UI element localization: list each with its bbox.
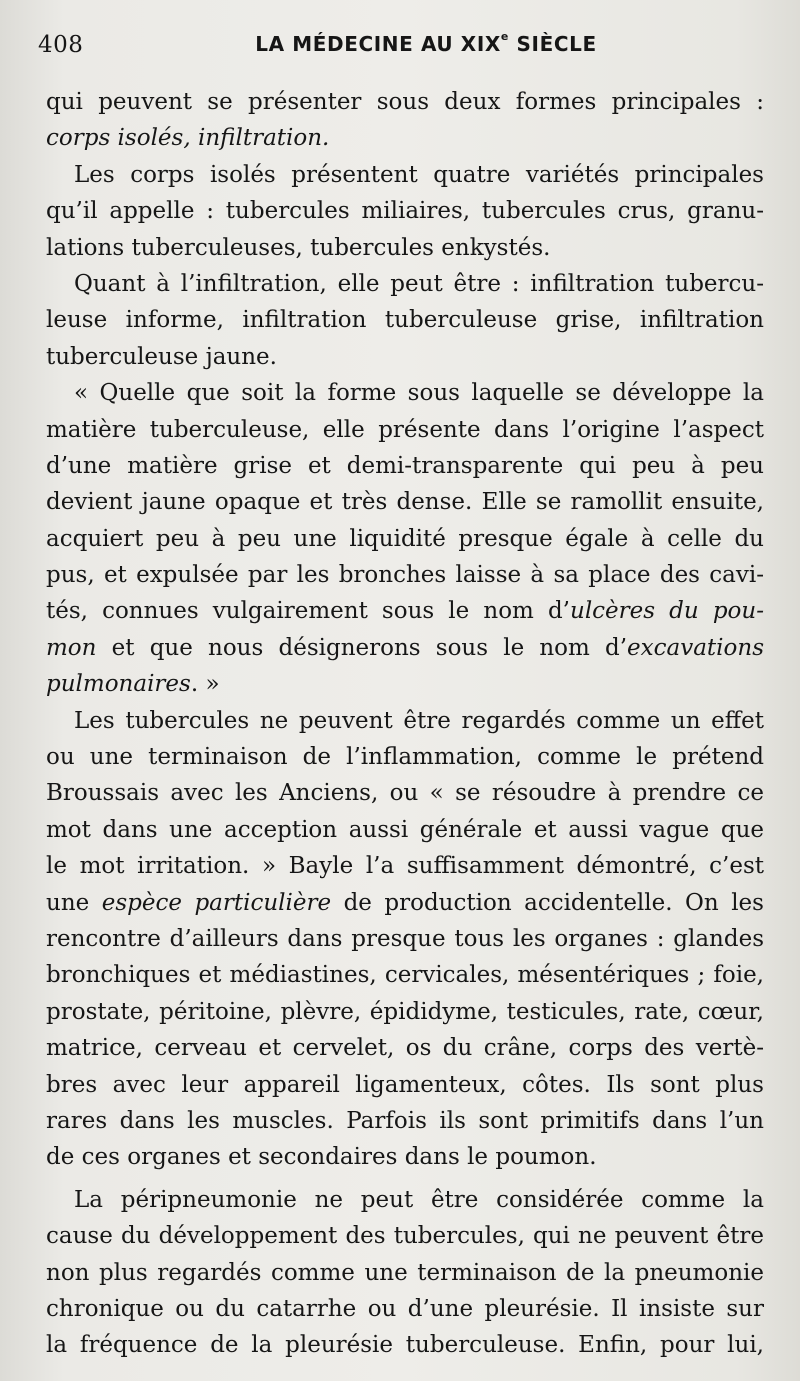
- text-line: prostate, péritoine, plèvre, épididyme, testicules, rate, cœur,: [46, 998, 764, 1025]
- text-line: ou une terminaison de l’inflammation, comme le prétend: [46, 744, 764, 771]
- text-line: tuberculeuse jaune.: [46, 343, 277, 370]
- text-line: [46, 120, 764, 156]
- text-line: qui peuvent se présenter sous deux formes principales :: [46, 89, 764, 115]
- text-line: lations tuberculeuses, tubercules enkystés.: [46, 234, 551, 261]
- text-line: [46, 885, 764, 921]
- text-line: devient jaune opaque et très dense. Elle se ramollit ensuite,: [46, 489, 764, 516]
- text-span: de production accidentelle. On les: [331, 889, 764, 916]
- text-line: bronchiques et médiastines, cervicales, mésentériques ; foie,: [46, 962, 764, 989]
- text-line: rencontre d’ailleurs dans presque tous les organes : glandes: [46, 925, 764, 952]
- italic-text: ulcères du pou-: [570, 598, 764, 625]
- text-line: Les corps isolés présentent quatre variétés principales: [74, 161, 764, 188]
- running-head-superscript: e: [500, 30, 509, 43]
- text-line: chronique ou du catarrhe ou d’une pleurésie. Il insiste sur: [46, 1295, 764, 1322]
- text-line: cause du développement des tubercules, qui ne peuvent être: [46, 1223, 764, 1250]
- text-line: qu’il appelle : tubercules miliaires, tubercules crus, granu-: [46, 198, 764, 225]
- running-head-title: LA MÉDECINE AU XIX: [255, 32, 501, 56]
- italic-text: excavations: [627, 634, 764, 661]
- text-line: matrice, cerveau et cervelet, os du crâne, corps des vertè-: [46, 1035, 764, 1062]
- text-line: Les tubercules ne peuvent être regardés comme un effet: [74, 707, 764, 734]
- text-span: une: [46, 889, 102, 916]
- text-line: de ces organes et secondaires dans le poumon.: [46, 1144, 597, 1171]
- text-line: la fréquence de la pleurésie tuberculeuse. Enfin, pour lui,: [46, 1332, 764, 1359]
- text-line: mot dans une acception aussi générale et aussi vague que: [46, 816, 764, 843]
- text-line: non plus regardés comme une terminaison de la pneumonie: [46, 1259, 764, 1286]
- text-line: le mot irritation. » Bayle l’a suffisamment démontré, c’est: [46, 853, 764, 880]
- text-line: Broussais avec les Anciens, ou « se résoudre à prendre ce: [46, 780, 764, 807]
- text-span: tés, connues vulgairement sous le nom d’: [46, 598, 570, 625]
- text-line: Quant à l’infiltration, elle peut être : infiltration tubercu-: [74, 270, 764, 297]
- text-span: et que nous désignerons sous le nom d’: [96, 634, 628, 661]
- text-line: [46, 666, 764, 702]
- page-header: [38, 30, 754, 66]
- text-line: rares dans les muscles. Parfois ils sont primitifs dans l’un: [46, 1107, 764, 1134]
- italic-text: pulmonaires: [46, 671, 191, 698]
- running-head: [38, 32, 754, 56]
- text-line: [46, 593, 764, 629]
- text-span: . »: [190, 671, 220, 698]
- text-line: d’une matière grise et demi-transparente qui peu à peu: [46, 452, 764, 479]
- italic-text: mon: [46, 634, 97, 661]
- italic-text: espèce particulière: [101, 889, 332, 916]
- text-line: bres avec leur appareil ligamenteux, côtes. Ils sont plus: [46, 1071, 764, 1098]
- text-line: leuse informe, infiltration tuberculeuse grise, infiltration: [46, 307, 764, 334]
- text-line: La péripneumonie ne peut être considérée comme la: [74, 1186, 764, 1213]
- text-line: « Quelle que soit la forme sous laquelle se développe la: [74, 380, 764, 407]
- text-line: matière tuberculeuse, elle présente dans l’origine l’aspect: [46, 416, 764, 443]
- page-number: 408: [38, 32, 84, 58]
- running-head-end: SIÈCLE: [508, 32, 597, 56]
- text-line: pus, et expulsée par les bronches laisse à sa place des cavi-: [46, 562, 764, 589]
- text-line: acquiert peu à peu une liquidité presque égale à celle du: [46, 525, 764, 552]
- text-line: [46, 630, 764, 666]
- italic-text: corps isolés, infiltration.: [46, 125, 330, 152]
- body-text: [46, 84, 764, 1364]
